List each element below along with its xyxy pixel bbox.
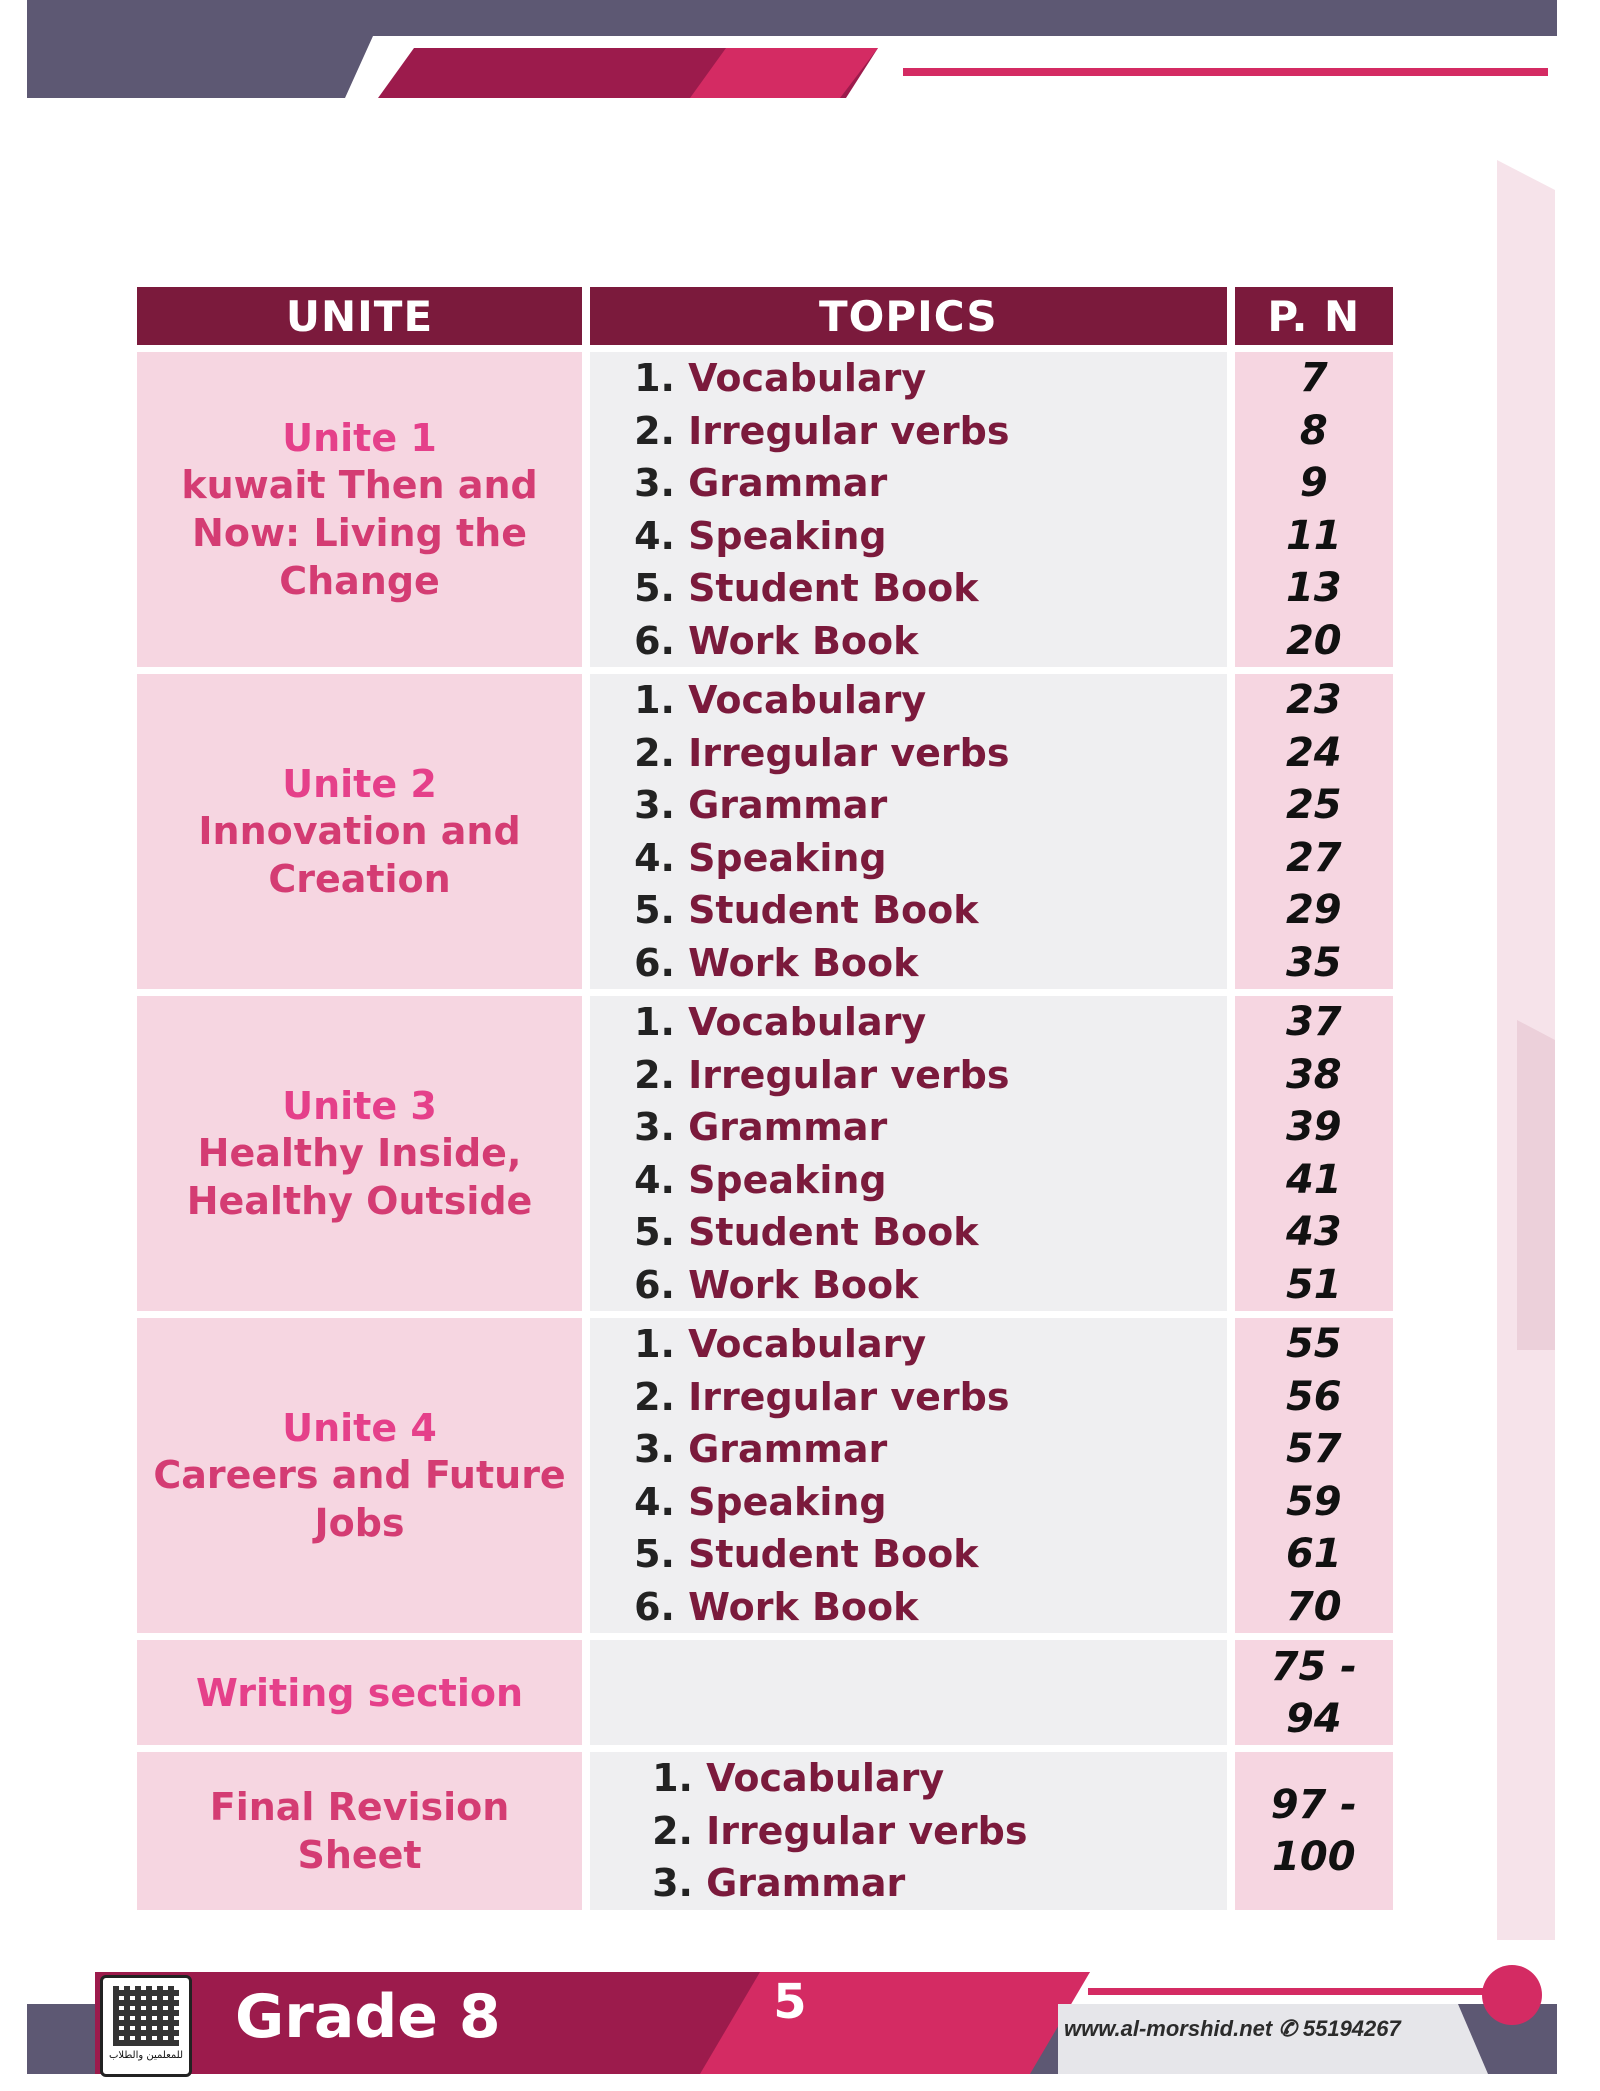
topic-label: Vocabulary — [688, 678, 927, 722]
topics-cell — [590, 674, 1227, 989]
page-number: 7 — [1299, 355, 1328, 401]
topic-number: 1. — [634, 1322, 675, 1366]
topic-number: 2. — [634, 1374, 675, 1419]
topic-item — [634, 1581, 1227, 1634]
topic-item — [634, 727, 1227, 780]
topic-item — [652, 1857, 1227, 1910]
unit-label: Unite 4 — [282, 1405, 437, 1450]
unit-cell — [137, 996, 582, 1311]
topic-number: 1. — [634, 356, 675, 400]
unit-row — [137, 996, 1393, 1311]
topic-number: 6. — [634, 618, 675, 663]
topic-number: 2. — [634, 730, 675, 775]
qr-pattern — [113, 1986, 179, 2046]
page-number: 56 — [1285, 1373, 1342, 1420]
unit-label: Unite 1 — [282, 415, 437, 460]
page-cell — [1235, 996, 1393, 1311]
page-number: 39 — [1285, 1104, 1342, 1150]
unit-label: Unite 3 — [282, 1083, 437, 1128]
page-number: 29 — [1285, 887, 1342, 933]
page-list — [1235, 996, 1393, 1311]
unit-title: Healthy Inside, Healthy Outside — [186, 1130, 533, 1223]
topic-item — [652, 1752, 1227, 1805]
website-link[interactable]: www.al-morshid.net ✆ 55194267 — [1064, 2016, 1401, 2041]
unit-row — [137, 1318, 1393, 1633]
footer-dot — [1482, 1965, 1542, 2025]
topic-number: 4. — [634, 1479, 675, 1524]
page-number: 41 — [1285, 1156, 1342, 1203]
topic-item — [634, 405, 1227, 458]
page-number: 35 — [1285, 939, 1342, 986]
topic-number: 3. — [634, 783, 675, 827]
topic-number: 4. — [634, 513, 675, 558]
topic-label: Irregular verbs — [706, 1808, 1028, 1853]
topic-number: 1. — [634, 678, 675, 722]
topic-label: Irregular verbs — [688, 1374, 1010, 1419]
header-line — [903, 68, 1548, 76]
page-list — [1235, 674, 1393, 989]
topic-label: Grammar — [688, 1105, 888, 1149]
page-number: 38 — [1285, 1051, 1342, 1098]
topic-number: 1. — [634, 1000, 675, 1044]
topic-item — [634, 779, 1227, 832]
page-number: 20 — [1285, 617, 1342, 664]
page-range-start: 97 - — [1270, 1782, 1357, 1828]
topic-number: 4. — [634, 1157, 675, 1202]
topic-label: Grammar — [688, 1427, 888, 1471]
topic-label: Work Book — [688, 940, 919, 985]
page-number: 55 — [1285, 1321, 1342, 1367]
page-number: 57 — [1285, 1426, 1342, 1472]
unit-title: kuwait Then and Now: Living the Change — [181, 462, 538, 603]
topic-item — [634, 832, 1227, 885]
footer-pink-band — [700, 1972, 1090, 2074]
footer-line — [1088, 1988, 1508, 1995]
unit-cell — [137, 1318, 582, 1633]
final-page-cell — [1235, 1752, 1393, 1910]
page-cell — [1235, 1318, 1393, 1633]
topic-label: Irregular verbs — [688, 1052, 1010, 1097]
table-header-row — [137, 287, 1393, 345]
topic-item — [634, 1476, 1227, 1529]
topic-label: Grammar — [706, 1861, 906, 1906]
topic-number: 2. — [634, 1052, 675, 1097]
topic-list — [590, 352, 1227, 667]
page-number: 59 — [1285, 1478, 1342, 1525]
topic-item — [634, 884, 1227, 937]
side-decoration-accent — [1517, 1020, 1555, 1350]
topic-label: Vocabulary — [688, 1322, 927, 1366]
topic-label: Vocabulary — [688, 1000, 927, 1044]
topic-item — [634, 1259, 1227, 1312]
topic-number: 5. — [634, 1532, 675, 1576]
page-number: 11 — [1285, 512, 1342, 559]
page-range-end: 100 — [1272, 1834, 1356, 1880]
unit-cell — [137, 674, 582, 989]
grade-label: Grade 8 — [235, 1982, 501, 2052]
page-number: 61 — [1285, 1531, 1342, 1577]
column-header-unit: UNITE — [137, 287, 582, 345]
final-topics-cell — [590, 1752, 1227, 1910]
topic-number: 6. — [634, 940, 675, 985]
topic-list — [590, 1318, 1227, 1633]
topic-label: Grammar — [688, 783, 888, 827]
topic-number: 5. — [634, 1210, 675, 1254]
topic-label: Student Book — [688, 1532, 979, 1576]
topic-item — [634, 510, 1227, 563]
topic-item — [634, 1154, 1227, 1207]
topic-item — [634, 352, 1227, 405]
topic-item — [634, 996, 1227, 1049]
topic-list — [590, 1752, 1227, 1910]
topic-item — [634, 1206, 1227, 1259]
unit-row — [137, 674, 1393, 989]
topic-label: Speaking — [688, 513, 887, 558]
topic-label: Speaking — [688, 835, 887, 880]
topic-item — [652, 1805, 1227, 1858]
topic-label: Student Book — [688, 1210, 979, 1254]
topic-number: 2. — [634, 408, 675, 453]
unit-cell — [137, 352, 582, 667]
topic-number: 5. — [634, 888, 675, 932]
topic-list — [590, 674, 1227, 989]
page-cell — [1235, 352, 1393, 667]
topic-number: 3. — [634, 461, 675, 505]
page-number: 70 — [1285, 1583, 1342, 1630]
topic-label: Student Book — [688, 566, 979, 610]
topic-label: Irregular verbs — [688, 730, 1010, 775]
topic-number: 6. — [634, 1262, 675, 1307]
topic-label: Work Book — [688, 1262, 919, 1307]
qr-caption: للمعلمين والطلاب — [108, 2050, 184, 2061]
topic-number: 3. — [652, 1861, 693, 1906]
topic-label: Grammar — [688, 461, 888, 505]
unit-row — [137, 352, 1393, 667]
unit-title: Innovation and Creation — [198, 808, 521, 901]
page-list — [1235, 1318, 1393, 1633]
topic-item — [634, 674, 1227, 727]
final-revision-cell — [137, 1752, 582, 1910]
topic-list — [590, 996, 1227, 1311]
writing-page-cell — [1235, 1640, 1393, 1745]
topic-item — [634, 1371, 1227, 1424]
page-number: 23 — [1285, 677, 1342, 723]
topic-item — [634, 615, 1227, 668]
contents-table — [129, 280, 1401, 1917]
topic-number: 3. — [634, 1427, 675, 1471]
topic-number: 6. — [634, 1584, 675, 1629]
topic-number: 5. — [634, 566, 675, 610]
topic-label: Irregular verbs — [688, 408, 1010, 453]
topic-item — [634, 457, 1227, 510]
page-number: 9 — [1299, 460, 1328, 506]
topic-label: Work Book — [688, 618, 919, 663]
writing-row — [137, 1640, 1393, 1745]
topic-label: Speaking — [688, 1479, 887, 1524]
topic-label: Speaking — [688, 1157, 887, 1202]
page-range-end: 94 — [1285, 1695, 1342, 1742]
topic-item — [634, 562, 1227, 615]
topic-label: Vocabulary — [706, 1756, 945, 1801]
topic-label: Work Book — [688, 1584, 919, 1629]
topic-number: 1. — [652, 1756, 693, 1801]
topic-item — [634, 937, 1227, 990]
page-number: 51 — [1285, 1261, 1342, 1308]
page-number: 37 — [1285, 999, 1342, 1045]
topic-label: Student Book — [688, 888, 979, 932]
writing-cell — [137, 1640, 582, 1745]
page-number: 24 — [1285, 729, 1342, 776]
topic-item — [634, 1101, 1227, 1154]
qr-code[interactable] — [100, 1975, 192, 2077]
topic-item — [634, 1049, 1227, 1102]
topic-number: 3. — [634, 1105, 675, 1149]
page-cell — [1235, 674, 1393, 989]
page-range-start: 75 - — [1270, 1643, 1357, 1690]
topics-cell — [590, 1318, 1227, 1633]
final-revision-row — [137, 1752, 1393, 1910]
page-number: 25 — [1285, 782, 1342, 828]
topics-cell — [590, 352, 1227, 667]
topic-number: 2. — [652, 1808, 693, 1853]
topics-cell — [590, 996, 1227, 1311]
topic-item — [634, 1423, 1227, 1476]
writing-topics-cell — [590, 1640, 1227, 1745]
unit-title: Careers and Future Jobs — [153, 1452, 566, 1545]
topic-item — [634, 1528, 1227, 1581]
page-number: 13 — [1285, 565, 1342, 611]
topic-label: Vocabulary — [688, 356, 927, 400]
page-number: 27 — [1285, 834, 1342, 881]
page-number: 8 — [1299, 407, 1328, 454]
final-revision-title: Final Revision Sheet — [209, 1785, 510, 1877]
page-number-footer: 5 — [773, 1974, 807, 2030]
page-number: 43 — [1285, 1209, 1342, 1255]
column-header-topics: TOPICS — [590, 287, 1227, 345]
writing-title: Writing section — [196, 1670, 523, 1715]
column-header-page: P. N — [1235, 287, 1393, 345]
topic-number: 4. — [634, 835, 675, 880]
page-list — [1235, 352, 1393, 667]
topic-item — [634, 1318, 1227, 1371]
unit-label: Unite 2 — [282, 761, 437, 806]
